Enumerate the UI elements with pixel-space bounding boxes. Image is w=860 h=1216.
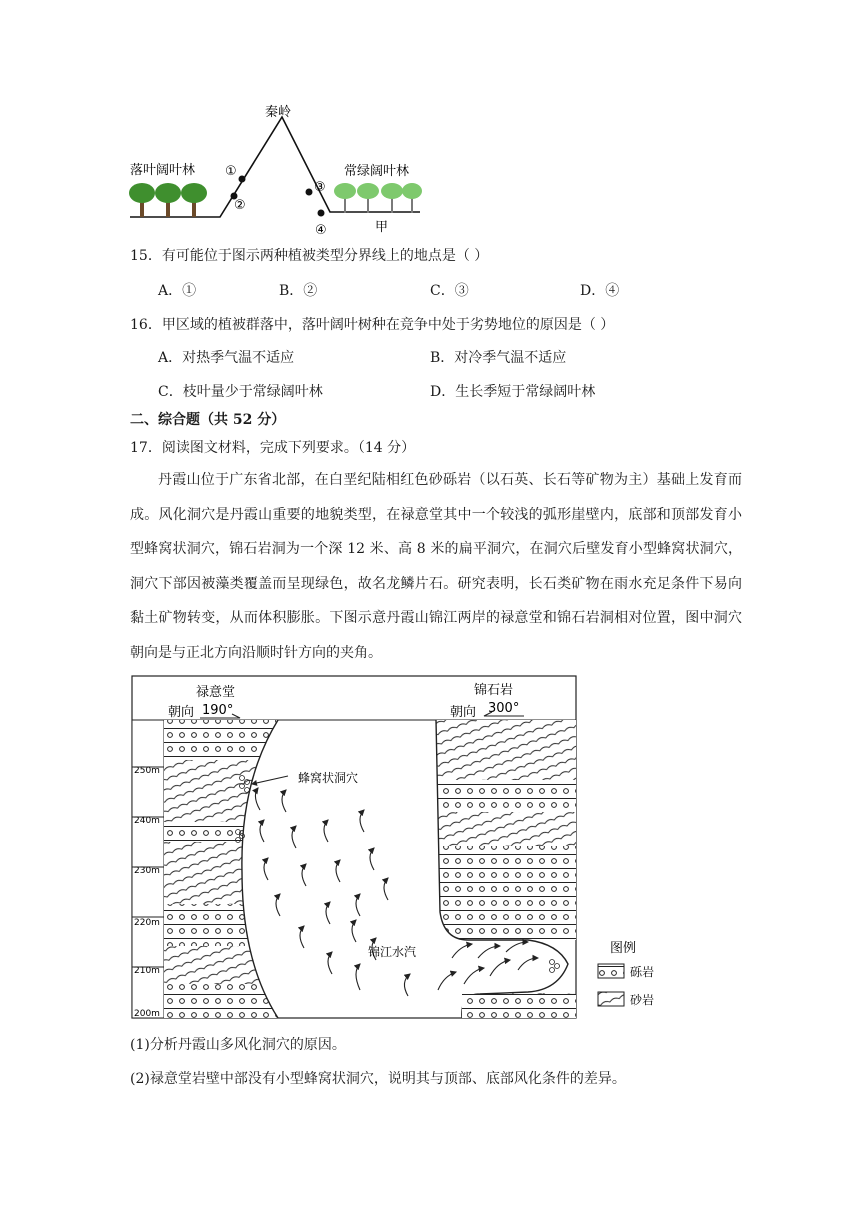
- right-orientation-value: 300°: [488, 701, 520, 716]
- legend-title: 图例: [610, 941, 637, 956]
- tick-220m: 220m: [134, 918, 160, 928]
- tick-250m: 250m: [134, 766, 160, 776]
- question-16-stem: 16．甲区域的植被群落中，落叶阔叶树种在竞争中处于劣势地位的原因是（ ）: [130, 317, 615, 333]
- vapor-label: 锦江水汽: [368, 945, 417, 959]
- point-3-marker: [306, 189, 313, 196]
- right-forest-label: 常绿阔叶林: [344, 164, 410, 179]
- mountain-label: 秦岭: [265, 105, 292, 120]
- danxia-cave-figure: [128, 672, 688, 1024]
- tick-230m: 230m: [134, 866, 160, 876]
- q17-subquestion-2: (2)禄意堂岩壁中部没有小型蜂窝状洞穴，说明其与顶部、底部风化条件的差异。: [130, 1071, 626, 1087]
- right-cliff-strata: [428, 720, 578, 1018]
- evergreen-trees-icon: [334, 183, 422, 213]
- point-1-marker: [239, 176, 246, 183]
- q16-option-a[interactable]: A．对热季气温不适应: [158, 350, 295, 366]
- q15-option-a[interactable]: A．①: [158, 283, 197, 299]
- question-15-stem: 15．有可能位于图示两种植被类型分界线上的地点是（ ）: [130, 248, 489, 264]
- q15-option-d[interactable]: D．④: [580, 283, 620, 299]
- tick-210m: 210m: [134, 966, 160, 976]
- tick-240m: 240m: [134, 816, 160, 826]
- question-17-material: 丹霞山位于广东省北部，在白垩纪陆相红色砂砾岩（以石英、长石等矿物为主）基础上发育而成。风化洞穴是丹霞山重要的地貌类型，在禄意堂其中一个较浅的弧形崖壁内，底部和顶部发育小型蜂窝状洞穴，锦石岩洞为一个深 12 米、高 8 米的扁平洞穴，在洞穴后壁发育小型蜂窝状洞穴，洞穴下部因被藻类覆盖而呈现绿色，故名龙鳞片石。研究表明，长石类矿物在雨水充足条件下易向黏土矿物转变，从而体积膨胀。下图示意丹霞山锦江两岸的禄意堂和锦石岩洞相对位置，图中洞穴朝向是与正北方向沿顺时针方向的夹角。: [130, 472, 742, 661]
- legend-conglomerate-label: 砾岩: [630, 965, 655, 979]
- honeycomb-label: 蜂窝状洞穴: [298, 771, 359, 785]
- q16-option-c[interactable]: C．枝叶量少于常绿阔叶林: [158, 384, 323, 400]
- point-3-label: ③: [314, 180, 326, 195]
- q17-subquestion-1: (1)分析丹霞山多风化洞穴的原因。: [130, 1037, 346, 1053]
- left-orientation-value: 190°: [202, 703, 234, 718]
- section-2-title: 二、综合题（共 52 分）: [130, 412, 286, 428]
- q15-option-b[interactable]: B．②: [279, 283, 318, 299]
- deciduous-trees-icon: [129, 183, 207, 217]
- left-orientation-word: 朝向: [168, 705, 195, 720]
- figure-legend: [598, 941, 654, 1007]
- left-site-label: 禄意堂: [196, 685, 236, 700]
- honeycomb-pointer: [252, 776, 288, 784]
- point-1-label: ①: [225, 164, 237, 179]
- point-2-label: ②: [234, 198, 246, 213]
- legend-conglomerate-swatch: [598, 964, 624, 978]
- legend-sandstone-label: 砂岩: [630, 993, 655, 1007]
- q16-option-b[interactable]: B．对冷季气温不适应: [430, 350, 567, 366]
- left-forest-label: 落叶阔叶林: [130, 163, 196, 178]
- question-17-stem: 17．阅读图文材料，完成下列要求。（14 分）: [130, 440, 416, 456]
- point-4-label: ④: [315, 223, 327, 237]
- tick-200m: 200m: [134, 1009, 160, 1019]
- right-orientation-word: 朝向: [450, 705, 477, 720]
- right-site-label: 锦石岩: [474, 683, 514, 698]
- qinling-vegetation-figure: [120, 95, 440, 237]
- q16-option-d[interactable]: D．生长季短于常绿阔叶林: [430, 384, 596, 400]
- left-cliff-strata: [164, 720, 284, 1018]
- area-jia-label: 甲: [375, 220, 389, 235]
- legend-sandstone-swatch: [598, 992, 624, 1006]
- q15-option-c[interactable]: C．③: [430, 283, 469, 299]
- point-4-marker: [318, 210, 325, 217]
